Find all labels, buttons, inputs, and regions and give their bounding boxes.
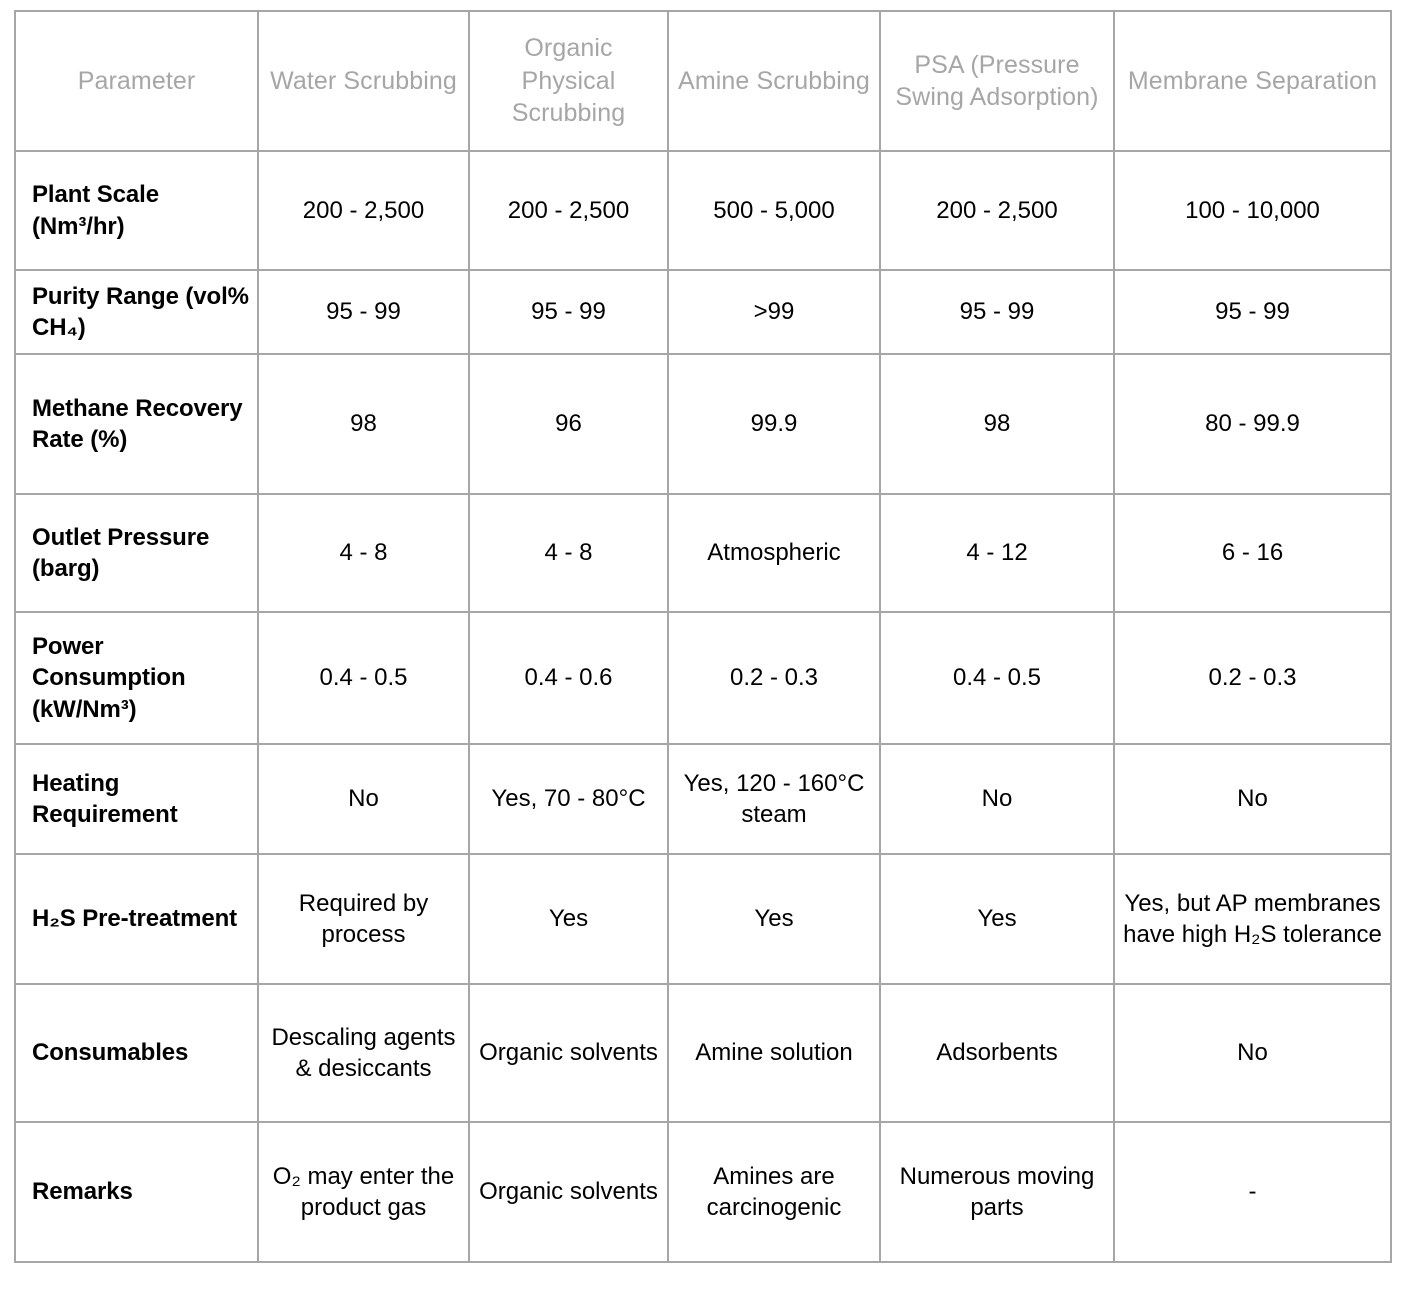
cell-consumables-water-scrubbing: Descaling agents & desiccants	[258, 984, 469, 1122]
cell-remarks-water-scrubbing: O₂ may enter the product gas	[258, 1122, 469, 1262]
cell-outlet-pressure-amine-scrubbing: Atmospheric	[668, 494, 880, 612]
cell-consumables-organic-physical-scrubbing: Organic solvents	[469, 984, 668, 1122]
table-row	[15, 984, 1391, 1122]
table-row	[15, 1122, 1391, 1262]
cell-methane-recovery-psa: 98	[880, 354, 1114, 494]
cell-h2s-pretreatment-psa: Yes	[880, 854, 1114, 984]
table-row	[15, 744, 1391, 854]
cell-power-consumption-water-scrubbing: 0.4 - 0.5	[258, 612, 469, 744]
cell-h2s-pretreatment-amine-scrubbing: Yes	[668, 854, 880, 984]
cell-outlet-pressure-water-scrubbing: 4 - 8	[258, 494, 469, 612]
cell-outlet-pressure-organic-physical-scrubbing: 4 - 8	[469, 494, 668, 612]
cell-power-consumption-organic-physical-scrubbing: 0.4 - 0.6	[469, 612, 668, 744]
cell-heating-requirement-psa: No	[880, 744, 1114, 854]
cell-consumables-psa: Adsorbents	[880, 984, 1114, 1122]
cell-plant-scale-membrane-separation: 100 - 10,000	[1114, 151, 1391, 270]
table-row	[15, 494, 1391, 612]
cell-plant-scale-psa: 200 - 2,500	[880, 151, 1114, 270]
cell-h2s-pretreatment-membrane-separation: Yes, but AP membranes have high H₂S tolerance	[1114, 854, 1391, 984]
cell-purity-range-organic-physical-scrubbing: 95 - 99	[469, 270, 668, 354]
column-header-water-scrubbing: Water Scrubbing	[258, 11, 469, 151]
cell-plant-scale-amine-scrubbing: 500 - 5,000	[668, 151, 880, 270]
cell-h2s-pretreatment-water-scrubbing: Required by process	[258, 854, 469, 984]
table-row	[15, 354, 1391, 494]
header-row	[15, 11, 1391, 151]
cell-methane-recovery-membrane-separation: 80 - 99.9	[1114, 354, 1391, 494]
table-row	[15, 612, 1391, 744]
cell-h2s-pretreatment-organic-physical-scrubbing: Yes	[469, 854, 668, 984]
column-header-organic-physical-scrubbing: Organic Physical Scrubbing	[469, 11, 668, 151]
cell-plant-scale-organic-physical-scrubbing: 200 - 2,500	[469, 151, 668, 270]
cell-remarks-organic-physical-scrubbing: Organic solvents	[469, 1122, 668, 1262]
cell-methane-recovery-organic-physical-scrubbing: 96	[469, 354, 668, 494]
cell-consumables-membrane-separation: No	[1114, 984, 1391, 1122]
cell-purity-range-psa: 95 - 99	[880, 270, 1114, 354]
cell-outlet-pressure-psa: 4 - 12	[880, 494, 1114, 612]
row-label-power-consumption: Power Consumption (kW/Nm³)	[15, 612, 258, 744]
column-header-psa: PSA (Pressure Swing Adsorption)	[880, 11, 1114, 151]
table-header	[15, 11, 1391, 151]
cell-plant-scale-water-scrubbing: 200 - 2,500	[258, 151, 469, 270]
cell-remarks-psa: Numerous moving parts	[880, 1122, 1114, 1262]
cell-outlet-pressure-membrane-separation: 6 - 16	[1114, 494, 1391, 612]
row-label-methane-recovery-rate: Methane Recovery Rate (%)	[15, 354, 258, 494]
table-body	[15, 151, 1391, 1262]
cell-power-consumption-membrane-separation: 0.2 - 0.3	[1114, 612, 1391, 744]
column-header-amine-scrubbing: Amine Scrubbing	[668, 11, 880, 151]
row-label-remarks: Remarks	[15, 1122, 258, 1262]
cell-remarks-amine-scrubbing: Amines are carcinogenic	[668, 1122, 880, 1262]
table-row	[15, 270, 1391, 354]
row-label-heating-requirement: Heating Requirement	[15, 744, 258, 854]
cell-purity-range-water-scrubbing: 95 - 99	[258, 270, 469, 354]
column-header-parameter: Parameter	[15, 11, 258, 151]
cell-heating-requirement-amine-scrubbing: Yes, 120 - 160°C steam	[668, 744, 880, 854]
row-label-h2s-pretreatment: H₂S Pre-treatment	[15, 854, 258, 984]
cell-heating-requirement-organic-physical-scrubbing: Yes, 70 - 80°C	[469, 744, 668, 854]
table-row	[15, 151, 1391, 270]
cell-power-consumption-amine-scrubbing: 0.2 - 0.3	[668, 612, 880, 744]
cell-purity-range-amine-scrubbing: >99	[668, 270, 880, 354]
cell-consumables-amine-scrubbing: Amine solution	[668, 984, 880, 1122]
cell-remarks-membrane-separation: -	[1114, 1122, 1391, 1262]
row-label-purity-range: Purity Range (vol% CH₄)	[15, 270, 258, 354]
row-label-consumables: Consumables	[15, 984, 258, 1122]
biogas-upgrading-comparison-table	[14, 10, 1392, 1263]
row-label-plant-scale: Plant Scale (Nm³/hr)	[15, 151, 258, 270]
table-row	[15, 854, 1391, 984]
cell-purity-range-membrane-separation: 95 - 99	[1114, 270, 1391, 354]
cell-methane-recovery-amine-scrubbing: 99.9	[668, 354, 880, 494]
cell-heating-requirement-water-scrubbing: No	[258, 744, 469, 854]
cell-methane-recovery-water-scrubbing: 98	[258, 354, 469, 494]
row-label-outlet-pressure: Outlet Pressure (barg)	[15, 494, 258, 612]
column-header-membrane-separation: Membrane Separation	[1114, 11, 1391, 151]
cell-heating-requirement-membrane-separation: No	[1114, 744, 1391, 854]
cell-power-consumption-psa: 0.4 - 0.5	[880, 612, 1114, 744]
